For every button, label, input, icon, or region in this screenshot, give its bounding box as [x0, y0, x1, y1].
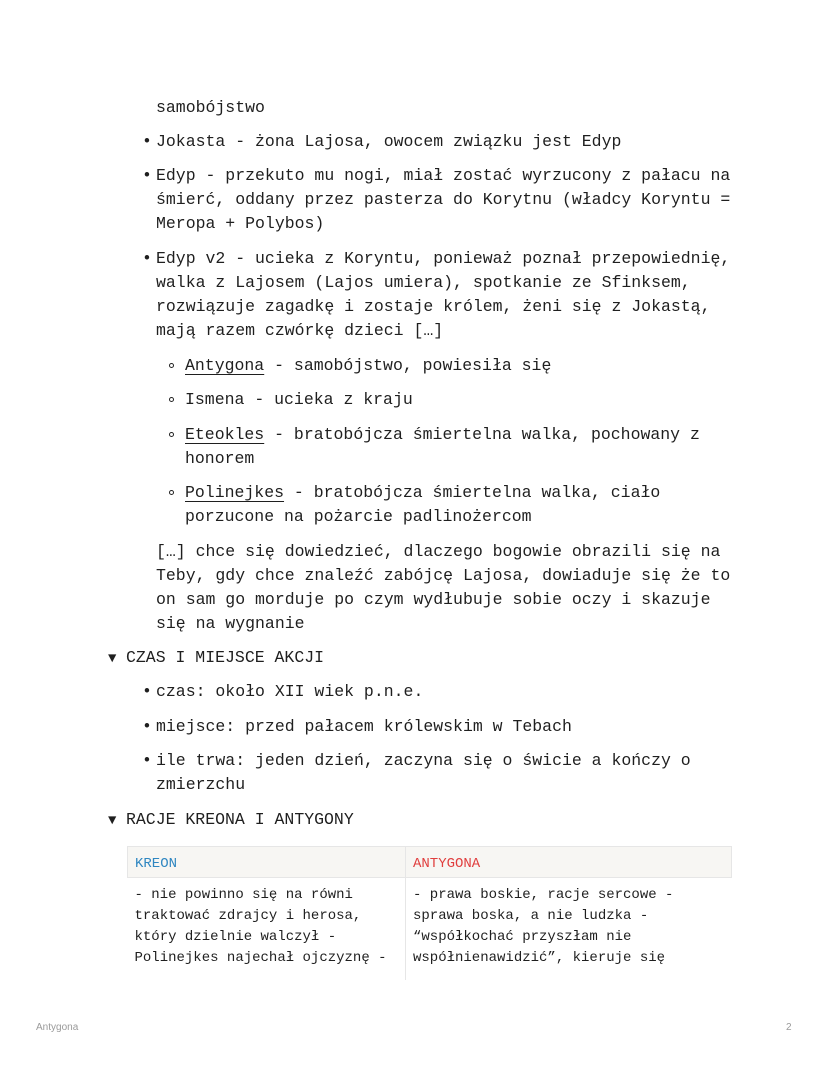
list-item-text: Edyp v2 - ucieka z Koryntu, ponieważ poznał przepowiednię, walka z Lajosem (Lajos umiera), spotkanie ze Sfinksem, rozwiązuje zagadkę i zostaje królem, żeni się z Jokastą, mają razem czwórkę dzieci […] [156, 249, 731, 340]
list-item-edyp-v2 [142, 247, 736, 343]
toggle-czas-i-miejsce[interactable] [108, 646, 324, 671]
circle-bullet-icon [169, 363, 174, 368]
sublist-item-eteokles [185, 423, 730, 471]
story-paragraph: […] chce się dowiedzieć, dlaczego bogowie obrazili się na Teby, gdy chce znaleźć zabójcę Lajosa, dowiaduje się że to on sam go morduje po czym wydłubuje sobie oczy i skazuje się na wygnanie [156, 542, 731, 633]
bullet-icon: • [142, 249, 152, 268]
toggle-racje[interactable] [108, 808, 354, 833]
bullet-icon: • [142, 166, 152, 185]
bullet-icon: • [142, 682, 152, 701]
list-item-text: ile trwa: jeden dzień, zaczyna się o świcie a kończy o zmierzchu [156, 751, 691, 794]
footer-document-title: Antygona [36, 1022, 79, 1033]
table-header-row [128, 847, 732, 878]
list-item-ile-trwa [142, 749, 736, 797]
list-item-text: miejsce: przed pałacem królewskim w Tebach [156, 717, 572, 736]
list-item-miejsce [142, 715, 736, 739]
table-header-kreon: KREON [128, 847, 406, 878]
bullet-icon: • [142, 751, 152, 770]
list-item-jokasta [142, 130, 736, 154]
table-header-antygona: ANTYGONA [406, 847, 732, 878]
section-heading: RACJE KREONA I ANTYGONY [126, 810, 354, 829]
list-item-edyp [142, 164, 736, 236]
triangle-down-icon[interactable]: ▼ [108, 813, 117, 829]
character-link-polinejkes[interactable]: Polinejkes [185, 483, 285, 502]
sublist-item-antygona [185, 354, 730, 378]
bullet-icon: • [142, 717, 152, 736]
list-item-czas [142, 680, 736, 704]
continuation-text: samobójstwo [156, 98, 265, 117]
sublist-item-text: - samobójstwo, powiesiła się [264, 356, 552, 375]
section-heading: CZAS I MIEJSCE AKCJI [126, 648, 325, 667]
footer-page-number: 2 [786, 1022, 792, 1033]
character-name: Ismena [185, 390, 245, 409]
sublist-item-text: - bratobójcza śmiertelna walka, ciało porzucone na pożarcie padlinożercom [185, 483, 661, 526]
circle-bullet-icon [169, 490, 174, 495]
sublist-item-text: - bratobójcza śmiertelna walka, pochowany z honorem [185, 425, 700, 468]
list-item-text: Jokasta - żona Lajosa, owocem związku jest Edyp [156, 132, 622, 151]
sublist-item-polinejkes [185, 481, 730, 529]
circle-bullet-icon [169, 397, 174, 402]
racje-table [127, 846, 732, 980]
character-link-antygona[interactable]: Antygona [185, 356, 265, 375]
list-item-text: czas: około XII wiek p.n.e. [156, 682, 424, 701]
sublist-item-ismena [185, 388, 730, 412]
list-item-text: Edyp - przekuto mu nogi, miał zostać wyrzucony z pałacu na śmierć, oddany przez pasterza do Korytnu (władcy Koryntu = Meropa + Polybos) [156, 166, 731, 233]
table-cell-antygona: - prawa boskie, racje sercowe - sprawa boska, a nie ludzka - “współkochać przyszłam nie współnienawidzić”, kieruje się [406, 878, 732, 981]
character-link-eteokles[interactable]: Eteokles [185, 425, 265, 444]
table-cell-kreon: - nie powinno się na równi traktować zdrajcy i herosa, który dzielnie walczył - Polinejkes najechał ojczyznę - [128, 878, 406, 981]
sublist-item-text: - ucieka z kraju [244, 390, 413, 409]
table-row [128, 878, 732, 981]
circle-bullet-icon [169, 432, 174, 437]
triangle-down-icon[interactable]: ▼ [108, 651, 117, 667]
bullet-icon: • [142, 132, 152, 151]
